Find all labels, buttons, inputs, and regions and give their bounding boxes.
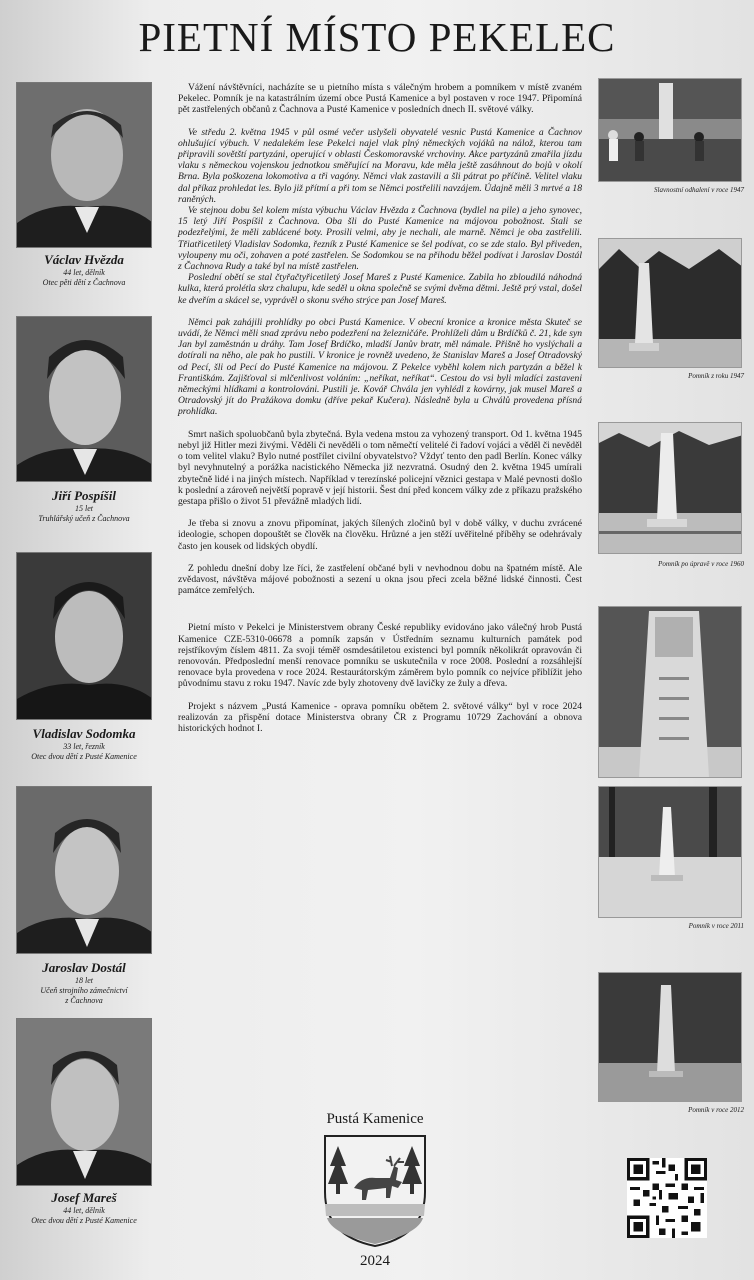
portrait-name: Vladislav Sodomka xyxy=(32,726,136,741)
photo-monument-1960 xyxy=(598,422,742,554)
photo-caption: Pomník po úpravě v roce 1960 xyxy=(658,560,744,568)
portrait-detail: Učeň strojního zámečnictví xyxy=(40,986,128,995)
portrait-detail: 15 let xyxy=(75,504,93,513)
main-text xyxy=(178,82,582,745)
portrait-photo xyxy=(16,552,152,720)
text-paragraph: Smrt našich spoluobčanů byla zbytečná. Byla vedena mstou za vyhozený transport. Od 1. května 1945 nebyl již Hitler mezi živými. Věděli či nevěděli o tom němečtí velitelé či řadoví vojáci a věděl či nevěděl o tom velitel vlaku? Bylo nutné postřílet civilní obyvatelstvo? Vždyť tento den padl Berlín. Konec války byl nevyhnutelný a porážka nacistického Německa již nezvratná. Osudný den 2. května 1945 umírali zbytečně lidé i na jiných místech. Například v terezínské policejní věznici gestapa v Malé pevnosti došlo k poslední a zároveň největší popravě v její historii. Šest dní před koncem války zde z příkazu pražského gestapa přišlo o život 51 převážně mladých lidí. xyxy=(178,428,582,507)
photo-monument-detail xyxy=(598,606,742,778)
portrait-detail: z Čachnova xyxy=(65,996,103,1005)
year-label: 2024 xyxy=(360,1253,390,1269)
text-paragraph: Němci pak zahájili prohlídky po obci Pustá Kamenice. V obecní kronice a kronice města Skuteč se uvádí, že Němci měli snad zprávu nebo podezření na železničáře. Prohlíželi dům u Brdíčků č. 21, kde syn Jan byl zaměstnán u dráhy. Tam Josef Brdíčko, mladší Janův bratr, měl námale. Přišně ho vyslýchali a dotírali na něho, ale pak ho pustili. V kronice je rovněž uvedeno, že Stanislav Mareš a Josef Otradovský od Pecí, šli od Pecí do Pusté Kamenice na májovou. Z Pekelce vyběhl kolem nich partyzán a běžel k Františkám. Zajišťoval si mlčenlivost voláním: „neříkat, neříkat“. Cestou do vsi byli mladíci zastaveni německými hlídkami a kontrolováni. Pustili je. Kovář Chvála jen vyhlédl z kovárny, jak musel Mareš a Otradovský jít do Pražákova domku (dříve pekař Kučera). Následně byla u Chválů provedena přísná prohlídka. xyxy=(178,316,582,418)
photo-monument-2012 xyxy=(598,972,742,1102)
photo-caption: Pomník v roce 2011 xyxy=(688,922,744,930)
photo-unveiling-1947 xyxy=(598,78,742,182)
portrait-photo xyxy=(16,786,152,954)
photo-monument-1947 xyxy=(598,238,742,368)
text-paragraph: Je třeba si znovu a znovu připomínat, jakých šílených zločinů byl v době války, v duchu zvrácené ideologie, schopen dopouštět se člověk na člověku. Hrůzné a jen stěží uvěřitelné příběhy se odehrávaly často jen kousek od lidských obydlí. xyxy=(178,518,582,552)
portrait-detail: 18 let xyxy=(75,976,93,985)
portrait-detail: 33 let, řezník xyxy=(63,742,105,751)
text-paragraph: Vážení návštěvníci, nacházíte se u pietního místa s válečným hrobem a pomníkem v místě zvaném Pekelec. Pomník je na katastrálním území obce Pustá Kamenice a byl postaven v roce 1947. Připomíná pět zastřelených občanů z Čachnova a Pusté Kamenice v posledních dnech II. světové války. xyxy=(178,82,582,116)
portrait-detail: Otec dvou dětí z Pusté Kamenice xyxy=(31,1216,137,1225)
text-paragraph: Z pohledu dnešní doby lze říci, že zastřelení občané byli v nevhodnou dobu na špatném místě. Ale zvědavost, návštěva májové pobožnosti a sezení u okna jsou přeci zcela běžné lidské činnosti. Čest památce zemřelých. xyxy=(178,562,582,597)
portrait-name: Jaroslav Dostál xyxy=(42,960,126,975)
photo-caption: Slavnostní odhalení v roce 1947 xyxy=(654,186,744,194)
portrait-name: Josef Mareš xyxy=(51,1190,117,1205)
portrait-caption xyxy=(10,960,158,1006)
portrait-caption xyxy=(10,252,158,288)
portrait-photo xyxy=(16,316,152,482)
municipality-name: Pustá Kamenice xyxy=(326,1111,424,1127)
portrait-caption xyxy=(10,488,158,524)
portrait-photo xyxy=(16,82,152,248)
portrait-detail: Otec dvou dětí z Pusté Kamenice xyxy=(31,752,137,761)
text-paragraph: Poslední obětí se stal čtyřačtyřicetiletý Josef Mareš z Pusté Kamenice. Zabila ho zbloudilá náhodná kulka, která prolétla skrz chalupu, kde seděl u okna společně se svými dvěma dětmi. Ještě prý vstal, došel ke dveřím a skácel se, vyprávěl o skonu svého strýce pan Josef Mareš. xyxy=(178,272,582,306)
text-paragraph: Projekt s názvem „Pustá Kamenice - oprava pomníku obětem 2. světové války“ byl v roce 2024 realizován za přispění dotace Ministerstva obrany ČR z Programu 10729 Zachování a obnova historických hodnot I. xyxy=(178,700,582,734)
portrait-photo xyxy=(16,1018,152,1186)
portrait-detail: 44 let, dělník xyxy=(63,268,105,277)
text-paragraph: Ve středu 2. května 1945 v půl osmé večer uslyšeli obyvatelé vesnic Pustá Kamenice a Čachnov ohlušující výbuch. V nedalekém lese Pekelci najel vlak plný německých vojáků na nálož, kterou tam připravili sovětští partyzáni, operující v oblasti Českomoravské vrchoviny. Akce partyzánů zmařila jízdu vlaku s německou vojenskou jednotkou směřující na Moravu, kde měla ještě zasáhnout do bojů v okolí Brna. Byla poškozena lokomotiva a tři vagóny. Němci vlak zastavili a šli pátrat po příčině. Velitel vlaku dal příkaz prohledat les. Bylo již přítmí a při tom se Němci postřelili navzájem. Údajně měli 3 mrtvé a 18 raněných. xyxy=(178,126,582,205)
photo-monument-2011 xyxy=(598,786,742,918)
photo-caption: Pomník z roku 1947 xyxy=(688,372,744,380)
text-paragraph: Ve stejnou dobu šel kolem místa výbuchu Václav Hvězda z Čachnova (bydlel na pile) a jeho synovec, 15 letý Jiří Pospíšil z Čachnova. Oba šli do Pusté Kamenice na májovou pobožnost. Stali se podezřelými, že měli zablácené boty. Prosili velmi, aby je nechali, ale marně. Němci je oba zastřelili. Třiatřicetiletý Vladislav Sodomka, řezník z Pusté Kamenice se šel podívat, co se zde stalo. Byl přiveden, vyloupeny mu oči, zohaven a poté zastřelen. Se Sodomkou se na přihodu běžel podívat i Jaroslav Dostál z Čachnova Rudy a také byl na místě zastřelen. xyxy=(178,205,582,273)
portrait-name: Václav Hvězda xyxy=(44,252,124,267)
portrait-caption xyxy=(10,726,158,762)
page-title: PIETNÍ MÍSTO PEKELEC xyxy=(138,14,616,60)
coat-of-arms-block xyxy=(300,1110,450,1270)
coat-of-arms-icon xyxy=(320,1132,430,1250)
portrait-detail: Truhlářský učeň z Čachnova xyxy=(38,514,130,523)
photo-caption: Pomník v roce 2012 xyxy=(688,1106,744,1114)
portrait-detail: 44 let, dělník xyxy=(63,1206,105,1215)
portrait-detail: Otec pěti dětí z Čachnova xyxy=(42,278,126,287)
portrait-caption xyxy=(10,1190,158,1226)
text-paragraph: Pietní místo v Pekelci je Ministerstvem obrany České republiky evidováno jako válečný hrob Pustá Kamenice CZE-5310-06678 a pomník zapsán v Ústředním seznamu kulturních památek pod rejstříkovým číslem 4811. Za svoji téměř osmdesátiletou existenci byl pomník několikrát opravován či renovován. Předposlední menší renovace pomníku se uskutečnila v roce 2008. Poslední a rozsáhlejší renovace byla provedena v roce 2024. Restaurátorským záměrem bylo pomník co nejvíce přiblížit jeho původnímu stavu z roku 1947. Navíc zde byly zhotoveny dvě lavičky ze žuly a dřeva. xyxy=(178,622,582,690)
portrait-name: Jiří Pospíšil xyxy=(52,488,116,503)
qr-code-icon xyxy=(627,1158,707,1238)
